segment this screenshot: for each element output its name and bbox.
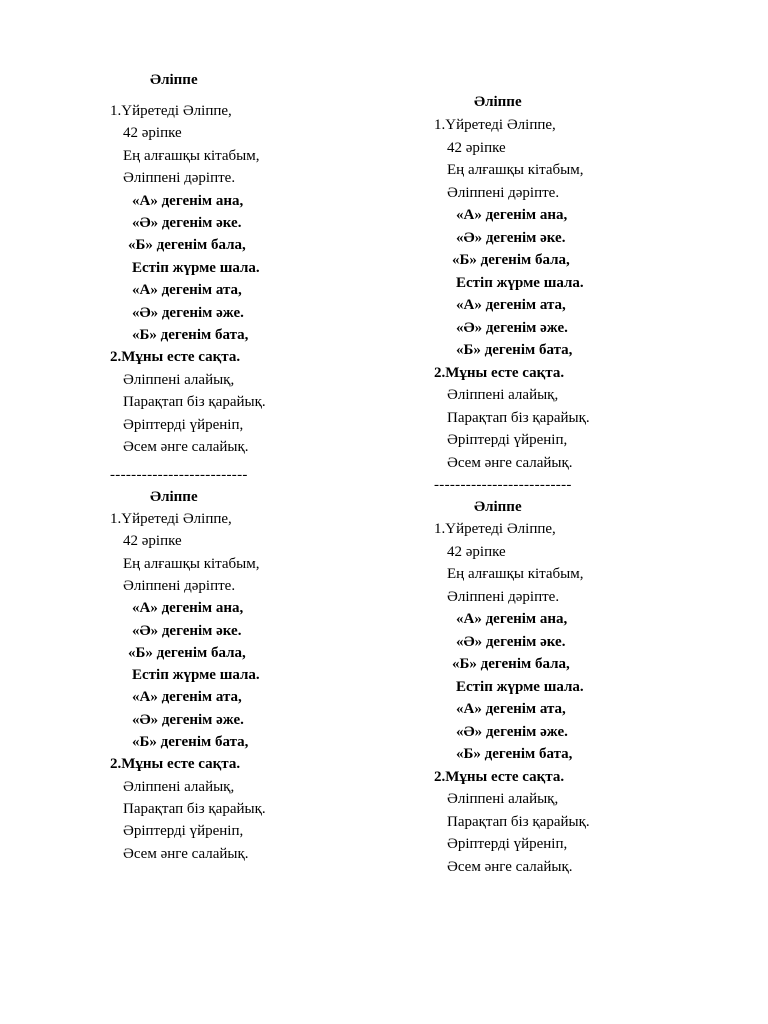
poem-line: «Ә» дегенім әже. [132, 712, 244, 728]
poem-line: Әріптерді үйреніп, [123, 823, 244, 839]
poem-line: Парақтап біз қарайық. [447, 814, 590, 830]
poem-line: «Б» дегенім бата, [132, 327, 249, 343]
poem-line: «А» дегенім ана, [132, 193, 244, 209]
poem-line: Әліппені дәріпте. [123, 578, 236, 594]
poem-line: Әсем әнге салайық. [123, 846, 249, 862]
poem-line: 1.Үйретеді Әліппе, [434, 521, 556, 537]
poem-line: «Ә» дегенім әке. [456, 634, 566, 650]
poem-line: Ең алғашқы кітабым, [123, 556, 260, 572]
poem-line: 2.Мұны есте сақта. [110, 756, 241, 772]
dashed-separator: -------------------------- [434, 477, 572, 493]
poem-line: Парақтап біз қарайық. [447, 410, 590, 426]
poem-line: Естіп жүрме шала. [456, 679, 584, 695]
poem-title: Әліппе [150, 489, 198, 505]
poem-line: Ең алғашқы кітабым, [447, 566, 584, 582]
poem-line: «А» дегенім ата, [132, 282, 242, 298]
poem-line: «А» дегенім ата, [456, 297, 566, 313]
poem-line: Әліппені алайық, [447, 387, 559, 403]
poem-line: «Б» дегенім бата, [456, 342, 573, 358]
poem-line: «А» дегенім ана, [456, 611, 568, 627]
poem-line: Әсем әнге салайық. [447, 455, 573, 471]
poem-line: 42 әріпке [123, 125, 182, 141]
poem-line: «Ә» дегенім әке. [456, 230, 566, 246]
poem-line: «Б» дегенім бала, [128, 237, 246, 253]
poem-line: Естіп жүрме шала. [132, 667, 260, 683]
poem-line: Әліппені дәріпте. [123, 170, 236, 186]
poem-line: Әсем әнге салайық. [447, 859, 573, 875]
poem-line: «Ә» дегенім әке. [132, 623, 242, 639]
poem-line: «Б» дегенім бала, [452, 656, 570, 672]
poem-line: «Ә» дегенім әже. [132, 305, 244, 321]
poem-title: Әліппе [150, 72, 198, 88]
poem-line: Әріптерді үйреніп, [123, 417, 244, 433]
poem-line: 1.Үйретеді Әліппе, [110, 103, 232, 119]
poem-title: Әліппе [474, 94, 522, 110]
dashed-separator: -------------------------- [110, 467, 248, 483]
poem-line: Әсем әнге салайық. [123, 439, 249, 455]
poem-line: 42 әріпке [447, 544, 506, 560]
poem-title: Әліппе [474, 499, 522, 515]
poem-line: «А» дегенім ата, [456, 701, 566, 717]
poem-line: 2.Мұны есте сақта. [434, 365, 565, 381]
poem-line: Естіп жүрме шала. [456, 275, 584, 291]
poem-line: Әліппені алайық, [123, 779, 235, 795]
poem-line: Әріптерді үйреніп, [447, 432, 568, 448]
poem-line: «А» дегенім ата, [132, 689, 242, 705]
poem-line: 1.Үйретеді Әліппе, [434, 117, 556, 133]
poem-line: «Ә» дегенім әке. [132, 215, 242, 231]
poem-line: «Ә» дегенім әже. [456, 320, 568, 336]
poem-line: «Ә» дегенім әже. [456, 724, 568, 740]
poem-line: 2.Мұны есте сақта. [110, 349, 241, 365]
poem-line: Әліппені алайық, [123, 372, 235, 388]
poem-line: 42 әріпке [447, 140, 506, 156]
poem-line: 2.Мұны есте сақта. [434, 769, 565, 785]
poem-line: Ең алғашқы кітабым, [123, 148, 260, 164]
poem-line: Парақтап біз қарайық. [123, 801, 266, 817]
poem-line: «Б» дегенім бала, [128, 645, 246, 661]
poem-line: 1.Үйретеді Әліппе, [110, 511, 232, 527]
poem-line: Әліппені алайық, [447, 791, 559, 807]
poem-line: «Б» дегенім бала, [452, 252, 570, 268]
poem-line: Әліппені дәріпте. [447, 185, 560, 201]
poem-line: Әріптерді үйреніп, [447, 836, 568, 852]
poem-line: Ең алғашқы кітабым, [447, 162, 584, 178]
poem-line: Парақтап біз қарайық. [123, 394, 266, 410]
poem-line: «Б» дегенім бата, [132, 734, 249, 750]
poem-line: 42 әріпке [123, 533, 182, 549]
poem-line: Әліппені дәріпте. [447, 589, 560, 605]
poem-line: Естіп жүрме шала. [132, 260, 260, 276]
poem-line: «А» дегенім ана, [456, 207, 568, 223]
poem-line: «Б» дегенім бата, [456, 746, 573, 762]
poem-line: «А» дегенім ана, [132, 600, 244, 616]
